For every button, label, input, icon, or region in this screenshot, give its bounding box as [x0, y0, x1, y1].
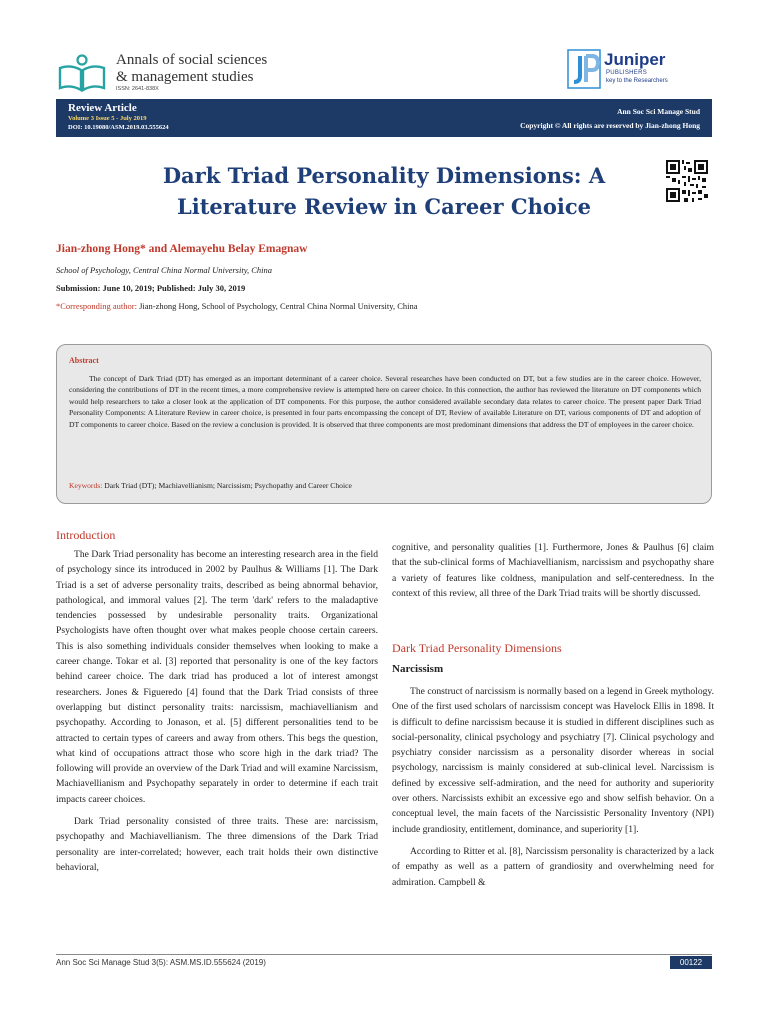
journal-abbr: Ann Soc Sci Manage Stud	[617, 107, 700, 116]
keywords	[69, 481, 701, 490]
left-column	[56, 547, 378, 875]
copyright: Copyright © All rights are reserved by Jian-zhong Hong	[520, 121, 700, 130]
intro-paragraph-1: The Dark Triad personality has become an interesting research area in the field of psychology since its introduced in 2002 by Paulhus & Williams [1]. The Dark Triad is a set of adverse personality traits, described as being abnormal behavior, pathological, and immoral values [2]. The term 'dark' refers to the maladaptive tendencies possessed by undesirable personality traits. Organizational Psychologists have often thought over what makes people choose certain careers. This is also something individuals consider themselves when looking to make a career change. Tokar et al. [3] reported that personality is one of the key factors behind career choice. The dark triad has produced a lot of interest amongst researchers. Jones & Figueredo [4] found that the Dark Triad consists of three overlapping but distinct personality traits: narcissism, machiavellianism and psychopathy. According to Jonason, et al. [5] different personalities tend to be attracted to certain types of careers and away from others. This begs the question, what kind of occupations attract those who score high in the dark triad? The following will provide an overview of the Dark Triad and will examine Narcissism, Machiavellianism and Psychopathy separately in order to determine if each trait impacts career choices.	[56, 549, 378, 805]
published-label: Published:	[156, 283, 196, 293]
submission-date: June 10, 2019;	[102, 283, 155, 293]
abstract-heading: Abstract	[69, 356, 99, 365]
qr-code-icon[interactable]	[666, 160, 708, 202]
right-paragraph-1: cognitive, and personality qualities [1]. Furthermore, Jones & Paulhus [6] claim that the sub-clinical forms of Machiavellianism, narcissism and psychopathy share a variety of features like coldness, manipulation and self-centeredness. In the context of this review, all three of the Dark Triad traits will be shortly discussed.	[392, 542, 714, 599]
footer-divider	[56, 954, 712, 955]
footer-citation: Ann Soc Sci Manage Stud 3(5): ASM.MS.ID.555624 (2019)	[56, 958, 266, 967]
publisher-sub: PUBLISHERS	[606, 70, 648, 76]
open-book-logo-icon	[56, 52, 108, 92]
narcissism-section	[392, 684, 714, 890]
journal-name	[116, 52, 267, 86]
affiliation: School of Psychology, Central China Normal University, China	[56, 265, 273, 275]
corresponding-author	[56, 301, 418, 311]
issn: ISSN: 2641-838X	[116, 86, 159, 92]
journal-name-line2: & management studies	[116, 69, 254, 85]
title-line1: Dark Triad Personality Dimensions: A	[162, 163, 606, 188]
page-number: 00122	[670, 956, 712, 969]
narcissism-heading: Narcissism	[392, 663, 444, 675]
keywords-label: Keywords:	[69, 481, 103, 490]
article-title	[120, 160, 648, 222]
abstract-box	[56, 344, 712, 504]
doi: DOI: 10.19080/ASM.2019.03.555624	[68, 124, 169, 131]
keywords-text: Dark Triad (DT); Machiavellianism; Narcissism; Psychopathy and Career Choice	[104, 481, 352, 490]
submission-label: Submission:	[56, 283, 101, 293]
intro-paragraph-2: Dark Triad personality consisted of three traits. These are: narcissism, psychopathy and Machiavellianism. The three dimensions of the Dark Triad personality are inter-correlated; however, each trait holds their own distinctive behavioral,	[56, 816, 378, 873]
corresponding-label: *Corresponding author:	[56, 301, 137, 311]
publisher-logo	[566, 48, 716, 92]
dates	[56, 283, 245, 293]
journal-name-line1: Annals of social sciences	[116, 52, 268, 68]
article-type: Review Article	[68, 102, 137, 114]
authors: Jian-zhong Hong* and Alemayehu Belay Emagnaw	[56, 243, 308, 255]
article-banner	[56, 99, 712, 137]
introduction-heading: Introduction	[56, 528, 116, 542]
publisher-word: Juniper	[604, 50, 666, 69]
publisher-tagline: key to the Researchers	[606, 78, 668, 84]
published-date: July 30, 2019	[197, 283, 246, 293]
right-column	[392, 540, 714, 601]
volume-info: Volume 3 Issue 5 - July 2019	[68, 115, 147, 122]
narcissism-paragraph-2: According to Ritter et al. [8], Narcissism personality is characterized by a lack of empathy as well as a pattern of grandiosity and overwhelming need for admiration. Campbell &	[392, 845, 714, 888]
narcissism-paragraph-1: The construct of narcissism is normally based on a legend in Greek mythology. One of the first used scholars of narcissism concept was Havelock Ellis in 1898. It is difficult to define narcissism because it is studied in different disciplines such as social-personality, clinical psychology and psychiatry [7]. Clinical psychology and psychiatry consider narcissism as a personality disorder whereas in social psychology, narcissism is mainly considered at sub-clinical level. Narcissism is defined by excessive self-admiration, and the need for authority and superiority over others. Narcissists exhibit an excessive ego and show selfish behavior. On a conceptual level, the main facets of the Narcissistic Personality Inventory (NPI) include grandiosity, entitlement, dominance, and superiority [1].	[392, 686, 714, 835]
dimensions-heading: Dark Triad Personality Dimensions	[392, 641, 562, 655]
abstract-text: The concept of Dark Triad (DT) has emerged as an important determinant of a career choice. Several researches have been conducted on DT, but a few studies are in the career choice. However, considering the contributions of DT in the recent times, a more comprehensive review is attempted here on career choice. In this connection, the author has reviewed the literature on DT components which would help researchers to take a closer look at the application of DT components. For this purpose, the author considered available secondary data relates to career choice. The present paper Dark Triad Personality Components: A Literature Review in career choice, is presented in four parts encompassing the concept of DT, Review of available Literature on DT, various components of DT and adoption of DT components to career choice. Based on the review a conclusion is provided. It is observed that three components are most predominant dimensions that address the DT of employees in the career choice.	[69, 374, 701, 429]
title-line2: Literature Review in Career Choice	[176, 194, 592, 219]
corresponding-text: Jian-zhong Hong, School of Psychology, Central China Normal University, China	[139, 301, 418, 311]
juniper-logo-icon	[566, 48, 602, 90]
